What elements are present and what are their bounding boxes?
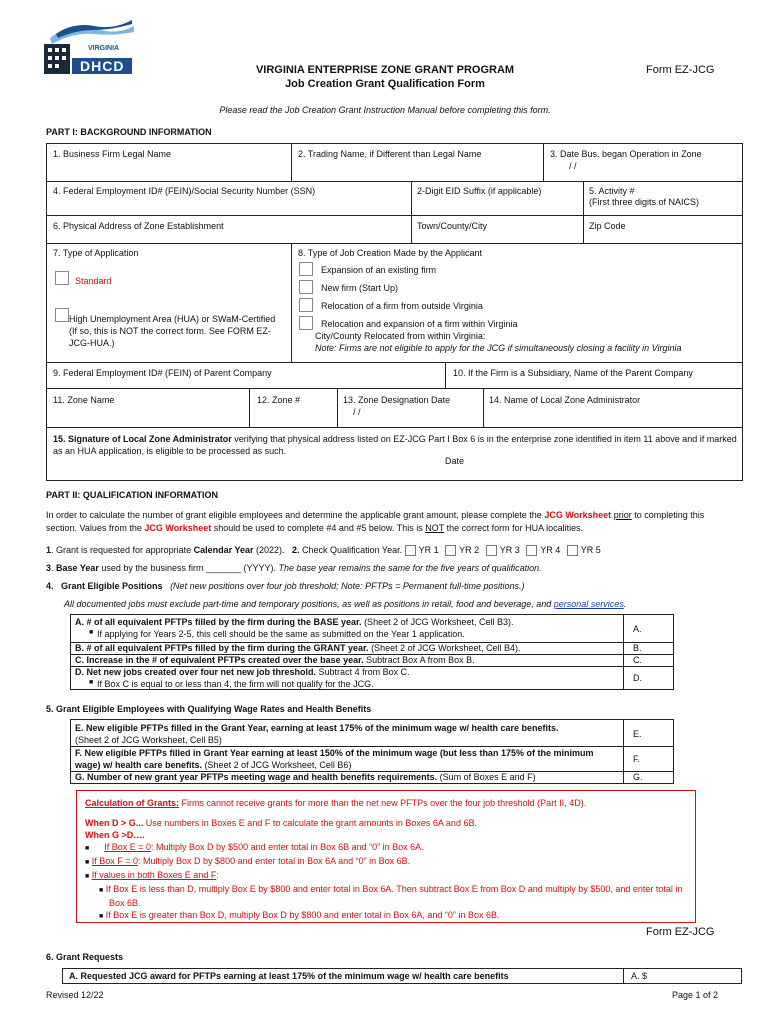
part1-grid xyxy=(46,143,743,481)
field-physical-address[interactable]: 6. Physical Address of Zone Establishment xyxy=(53,221,224,231)
standard-label: Standard xyxy=(75,276,112,286)
zone-date-slashes: / / xyxy=(353,407,361,417)
signature-text: verifying that physical address listed on EZ-JCG Part I Box 6 is in the enterprise zone identified in item 11 above and if marked as an HUA application, is eligible to be processed as such. xyxy=(53,434,737,456)
yr5-checkbox[interactable] xyxy=(567,545,578,556)
calc-when-g-d: When G >D…. xyxy=(85,830,145,840)
signature-label: 15. Signature of Local Zone Administrator xyxy=(53,434,232,444)
signature-date-label: Date xyxy=(445,456,465,466)
field-parent-name[interactable]: 10. If the Firm is a Subsidiary, Name of the Parent Company xyxy=(453,368,693,378)
field-activity-naics: (First three digits of NAICS) xyxy=(589,197,700,207)
calc-when-d-g: When D > G... Use numbers in Boxes E and F to calculate the grant amounts in Boxes 6A and 6B. xyxy=(85,818,477,828)
table-6 xyxy=(62,968,742,984)
relocation-within-checkbox[interactable] xyxy=(299,316,313,330)
field-zip-code[interactable]: Zip Code xyxy=(589,221,626,231)
question-3[interactable]: 3. Base Year used by the business firm _______ (YYYY). The base year remains the same for the five years of qualification. xyxy=(46,563,542,573)
question-1-2: 1. Grant is requested for appropriate Calendar Year (2022). 2. Check Qualification Year. YR 1 YR 2 YR 3 YR 4 YR 5 xyxy=(46,545,601,555)
table-e-g xyxy=(70,719,674,784)
standard-checkbox[interactable] xyxy=(55,271,69,285)
calc-bullet-3: ■ If values in both Boxes E and F: xyxy=(85,870,219,880)
row-6a: A. Requested JCG award for PFTPs earning at least 175% of the minimum wage w/ health care benefits xyxy=(69,971,509,981)
field-zone-administrator[interactable]: 14. Name of Local Zone Administrator xyxy=(489,395,641,405)
revised-date: Revised 12/22 xyxy=(46,990,104,1000)
part2-intro: In order to calculate the number of grant eligible employees and determine the applicable grant amount, please complete the JCG Worksheet prior to completing this section. Values from the JCG Worksheet should be used to complete #4 and #5 below. This is NOT the correct form for HUA localities. xyxy=(46,510,705,533)
field-job-creation-type: 8. Type of Job Creation Made by the Applicant xyxy=(298,248,482,258)
city-relocated-label[interactable]: City/County Relocated from within Virginia: xyxy=(315,331,486,341)
calc-title-line: Calculation of Grants: Firms cannot receive grants for more than the net new PFTPs over the four job threshold (Part II, 4D). xyxy=(85,798,587,808)
calc-sub-2: ■ If Box E is greater than Box D, multiply Box D by $800 and enter total in Box 6A, and “0” in Box 6B. xyxy=(99,910,500,920)
question-5: 5. Grant Eligible Employees with Qualifying Wage Rates and Health Benefits xyxy=(46,704,372,714)
relocation-outside-label: Relocation of a firm from outside Virginia xyxy=(321,301,483,311)
personal-services-link[interactable]: personal services xyxy=(553,599,624,609)
relocation-outside-checkbox[interactable] xyxy=(299,298,313,312)
instructions-text: Please read the Job Creation Grant Instruction Manual before completing this form. xyxy=(219,105,551,115)
question-4-note: All documented jobs must exclude part-time and temporary positions, as well as positions in retail, food and beverage, and personal services. xyxy=(64,599,627,609)
row-a-sub: If applying for Years 2-5, this cell should be the same as submitted on the Year 1 application. xyxy=(97,629,465,639)
box-b[interactable]: B. xyxy=(633,643,642,653)
box-g[interactable]: G. xyxy=(633,772,643,782)
yr1-checkbox[interactable] xyxy=(405,545,416,556)
table-a-d: A. # of all equivalent PFTPs filled by the firm during the BASE year. (Sheet 2 of JCG Worksheet, Cell B3). If applying for Years 2-5, this cell should be the same as submitted on the Year 1 application. ■ B. # of all equivalent PFTPs filled by the firm during the GRANT year. (Sheet 2 of JCG Worksheet, Cell B4). C. Increase in the # of equivalent PFTPs created over the base year. Subtract Box A from Box B. D. Net new jobs created over four net new job threshold. Subtract 4 from Box C. If Box C is equal to or less than 4, the firm will not qualify for the JCG. ■ A. B. C. D. xyxy=(70,614,674,690)
yr4-checkbox[interactable] xyxy=(526,545,537,556)
date-began-slashes: / / xyxy=(569,161,577,171)
field-eid-suffix[interactable]: 2-Digit EID Suffix (if applicable) xyxy=(417,186,542,196)
field-fein-ssn[interactable]: 4. Federal Employment ID# (FEIN)/Social Security Number (SSN) xyxy=(53,186,316,196)
yr2-checkbox[interactable] xyxy=(445,545,456,556)
signature-block[interactable] xyxy=(53,433,737,457)
form-id: Form EZ-JCG xyxy=(646,64,715,76)
logo-dhcd-text: DHCD xyxy=(80,58,125,74)
row-d-sub: If Box C is equal to or less than 4, the firm will not qualify for the JCG. xyxy=(97,679,374,689)
box-c[interactable]: C. xyxy=(633,655,642,665)
field-activity[interactable]: 5. Activity # xyxy=(589,186,635,196)
new-firm-label: New firm (Start Up) xyxy=(321,283,399,293)
box-f[interactable]: F. xyxy=(633,754,641,764)
part1-heading: PART I: BACKGROUND INFORMATION xyxy=(46,127,212,137)
row-b: B. # of all equivalent PFTPs filled by the firm during the GRANT year. (Sheet 2 of JCG Worksheet, Cell B4). xyxy=(75,643,521,653)
field-business-legal-name[interactable]: 1. Business Firm Legal Name xyxy=(53,149,172,159)
field-zone-name[interactable]: 11. Zone Name xyxy=(53,395,115,405)
calc-sub-1: ■ If Box E is less than D, multiply Box E by $800 and enter total in Box 6A. Then subtract Box E from Box D and multiply by $500, and enter total in Box 6B. xyxy=(99,884,683,908)
field-zone-designation-date[interactable]: 13. Zone Designation Date xyxy=(343,395,451,405)
new-firm-checkbox[interactable] xyxy=(299,280,313,294)
hua-label: High Unemployment Area (HUA) or SWaM-Certified (If so, this is NOT the correct form. See FORM EZ-JCG-HUA.) xyxy=(69,314,276,348)
box-6a[interactable]: A. $ xyxy=(631,971,648,981)
row-g: G. Number of new grant year PFTPs meeting wage and health benefits requirements. (Sum of Boxes E and F) xyxy=(75,772,536,782)
relocation-note: Note: Firms are not eligible to apply for the JCG if simultaneously closing a facility in Virginia xyxy=(315,343,682,353)
page-number: Page 1 of 2 xyxy=(672,990,719,1000)
calculation-box xyxy=(76,790,696,923)
expansion-checkbox[interactable] xyxy=(299,262,313,276)
relocation-within-label: Relocation and expansion of a firm within Virginia xyxy=(321,319,518,329)
yr3-checkbox[interactable] xyxy=(486,545,497,556)
calc-bullet-1: ■ If Box E = 0: Multiply Box D by $500 and enter total in Box 6B and “0” in Box 6A. xyxy=(85,842,424,852)
row-e: E. New eligible PFTPs filled in the Grant Year, earning at least 175% of the minimum wage w/ health care benefits. (Sheet 2 of JCG Worksheet, Cell B5) xyxy=(75,723,559,745)
form-id-bottom: Form EZ-JCG xyxy=(646,926,715,938)
row-f: F. New eligible PFTPs filled in Grant Year earning at least 150% of the minimum wage (but less than 175% of the minimum wage) w/ health care benefits. (Sheet 2 of JCG Worksheet, Cell B6) xyxy=(75,748,594,770)
field-parent-fein[interactable]: 9. Federal Employment ID# (FEIN) of Parent Company xyxy=(53,368,272,378)
field-type-application: 7. Type of Application xyxy=(53,248,139,258)
page-subtitle: Job Creation Grant Qualification Form xyxy=(285,78,485,90)
expansion-label: Expansion of an existing firm xyxy=(321,265,437,275)
field-town-county[interactable]: Town/County/City xyxy=(417,221,488,231)
field-date-began[interactable]: 3. Date Bus. began Operation in Zone xyxy=(550,149,702,159)
box-e[interactable]: E. xyxy=(633,729,642,739)
field-trading-name[interactable]: 2. Trading Name, if Different than Legal Name xyxy=(298,149,482,159)
field-zone-number[interactable]: 12. Zone # xyxy=(257,395,301,405)
question-4: 4. Grant Eligible Positions (Net new positions over four job threshold; Note: PFTPs = Permanent full-time positions.) xyxy=(46,581,525,591)
calc-bullet-2: ■ If Box F = 0: Multiply Box D by $800 and enter total in Box 6A and “0” in Box 6B. xyxy=(85,856,411,866)
row-c: C. Increase in the # of equivalent PFTPs created over the base year. Subtract Box A from Box B. xyxy=(75,655,475,665)
part2-heading: PART II: QUALIFICATION INFORMATION xyxy=(46,490,218,500)
question-6: 6. Grant Requests xyxy=(46,952,124,962)
logo-virginia-text: VIRGINIA xyxy=(88,45,120,52)
box-a[interactable]: A. xyxy=(633,624,642,634)
row-a: A. # of all equivalent PFTPs filled by the firm during the BASE year. (Sheet 2 of JCG Worksheet, Cell B3). xyxy=(75,617,514,627)
page-title: VIRGINIA ENTERPRISE ZONE GRANT PROGRAM xyxy=(255,64,515,76)
row-d: D. Net new jobs created over four net new job threshold. Subtract 4 from Box C. xyxy=(75,667,410,677)
hua-checkbox[interactable] xyxy=(55,308,69,322)
box-d[interactable]: D. xyxy=(633,673,642,683)
